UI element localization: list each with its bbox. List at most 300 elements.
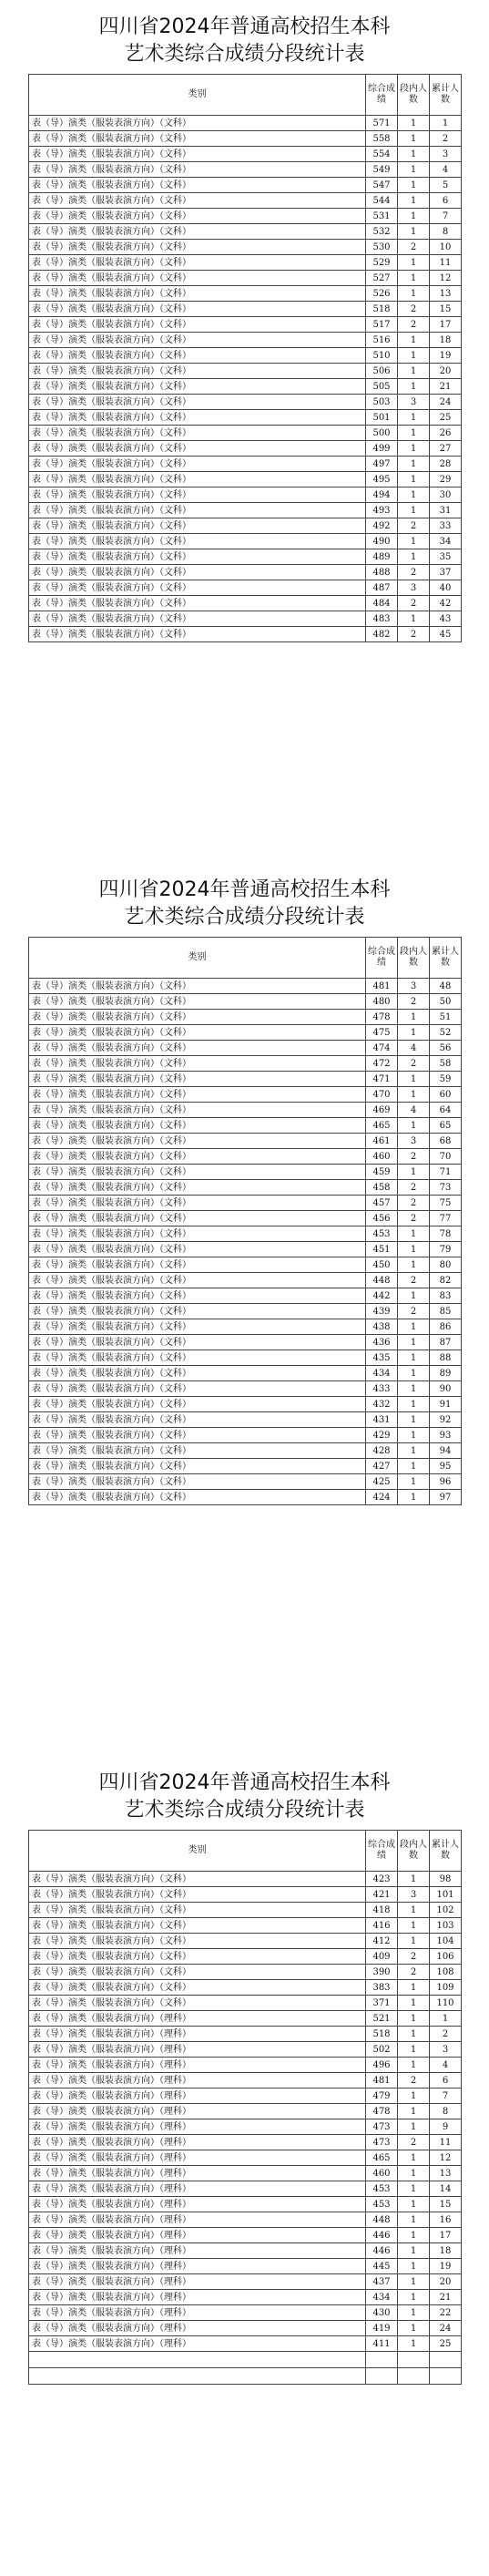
cell-score: 428 [366, 1443, 398, 1459]
cell-category: 表（导）演类（服装表演方向）（文科） [29, 534, 366, 549]
table-row [29, 2166, 462, 2181]
cell-category: 表（导）演类（服装表演方向）（文科） [29, 178, 366, 193]
table-row [29, 302, 462, 317]
cell-count: 1 [398, 1025, 430, 1041]
cell-cumulative: 17 [430, 317, 462, 333]
cell-count: 1 [398, 1319, 430, 1335]
cell-cumulative: 16 [430, 2212, 462, 2228]
table-row [29, 1257, 462, 1273]
table-row [29, 1072, 462, 1087]
cell-category: 表（导）演类（服装表演方向）（文科） [29, 1304, 366, 1319]
cell-category: 表（导）演类（服装表演方向）（文科） [29, 255, 366, 271]
table-row [29, 1459, 462, 1474]
table-row [29, 518, 462, 534]
table-row [29, 1412, 462, 1428]
table-row [29, 979, 462, 994]
cell-count: 1 [398, 2011, 430, 2027]
cell-count: 2 [398, 1149, 430, 1165]
cell-cumulative: 25 [430, 410, 462, 426]
table-row [29, 596, 462, 611]
table-row [29, 1087, 462, 1103]
cell-score: 434 [366, 2290, 398, 2305]
cell-score: 527 [366, 271, 398, 286]
table-row [29, 364, 462, 379]
cell-count: 1 [398, 549, 430, 565]
cell-score: 418 [366, 1903, 398, 1918]
cell-cumulative: 109 [430, 1980, 462, 1996]
cell-score: 503 [366, 395, 398, 410]
cell-count: 2 [398, 627, 430, 642]
cell-cumulative: 91 [430, 1397, 462, 1412]
cell-category: 表（导）演类（服装表演方向）（文科） [29, 317, 366, 333]
cell-cumulative: 19 [430, 348, 462, 364]
cell-count: 1 [398, 1934, 430, 1949]
cell-category: 表（导）演类（服装表演方向）（文科） [29, 503, 366, 518]
cell-cumulative: 50 [430, 994, 462, 1010]
table-row [29, 994, 462, 1010]
cell-cumulative: 4 [430, 162, 462, 178]
table-row [29, 410, 462, 426]
cell-cumulative: 3 [430, 2042, 462, 2058]
table-row [29, 1903, 462, 1918]
cell-score: 554 [366, 147, 398, 162]
table-row [29, 224, 462, 240]
cell-cumulative: 83 [430, 1288, 462, 1304]
cell-count: 2 [398, 596, 430, 611]
cell-score: 461 [366, 1134, 398, 1149]
cell-score: 479 [366, 2089, 398, 2104]
cell-score: 483 [366, 611, 398, 627]
table-row [29, 565, 462, 580]
cell-count: 1 [398, 2243, 430, 2259]
table-row [29, 2305, 462, 2321]
table-row [29, 2274, 462, 2290]
cell-count: 1 [398, 1381, 430, 1397]
cell-score: 501 [366, 410, 398, 426]
cell-score: 493 [366, 503, 398, 518]
table-row [29, 2104, 462, 2119]
cell-category: 表（导）演类（服装表演方向）（文科） [29, 302, 366, 317]
cell-cumulative: 21 [430, 379, 462, 395]
cell-count: 1 [398, 2089, 430, 2104]
cell-cumulative: 4 [430, 2058, 462, 2073]
cell-count: 1 [398, 2027, 430, 2042]
cell-category: 表（导）演类（服装表演方向）（理科） [29, 2089, 366, 2104]
cell-cumulative: 59 [430, 1072, 462, 1087]
cell-count: 4 [398, 1103, 430, 1118]
cell-cumulative: 35 [430, 549, 462, 565]
cell-cumulative: 31 [430, 503, 462, 518]
cell-count: 3 [398, 979, 430, 994]
cell-category: 表（导）演类（服装表演方向）（理科） [29, 2290, 366, 2305]
cell-category: 表（导）演类（服装表演方向）（理科） [29, 2119, 366, 2135]
cell-count: 2 [398, 1196, 430, 1211]
cell-category: 表（导）演类（服装表演方向）（文科） [29, 611, 366, 627]
cell-category: 表（导）演类（服装表演方向）（文科） [29, 224, 366, 240]
cell-category: 表（导）演类（服装表演方向）（理科） [29, 2321, 366, 2336]
table-row [29, 209, 462, 224]
table-row [29, 1397, 462, 1412]
cell-category: 表（导）演类（服装表演方向）（文科） [29, 240, 366, 255]
cell-category: 表（导）演类（服装表演方向）（文科） [29, 1918, 366, 1934]
cell-score: 549 [366, 162, 398, 178]
header-cumulative: 累计人数 [430, 938, 462, 979]
table-row [29, 1304, 462, 1319]
cell-count: 1 [398, 364, 430, 379]
cell-score: 390 [366, 1965, 398, 1980]
cell-count: 1 [398, 534, 430, 549]
cell-category: 表（导）演类（服装表演方向）（文科） [29, 596, 366, 611]
cell-category: 表（导）演类（服装表演方向）（理科） [29, 2259, 366, 2274]
cell-category: 表（导）演类（服装表演方向）（文科） [29, 1319, 366, 1335]
cell-score: 433 [366, 1381, 398, 1397]
cell-category: 表（导）演类（服装表演方向）（文科） [29, 1242, 366, 1257]
cell-score: 506 [366, 364, 398, 379]
cell-category: 表（导）演类（服装表演方向）（文科） [29, 1180, 366, 1196]
cell-score: 490 [366, 534, 398, 549]
cell-cumulative: 24 [430, 395, 462, 410]
cell-category: 表（导）演类（服装表演方向）（理科） [29, 2104, 366, 2119]
cell-category: 表（导）演类（服装表演方向）（理科） [29, 2150, 366, 2166]
cell-cumulative: 1 [430, 2011, 462, 2027]
cell-cumulative: 22 [430, 2305, 462, 2321]
cell-score: 432 [366, 1397, 398, 1412]
cell-cumulative: 7 [430, 2089, 462, 2104]
cell-cumulative: 78 [430, 1226, 462, 1242]
table-row [29, 2321, 462, 2336]
table-row [29, 2150, 462, 2166]
header-count: 段内人数 [398, 1831, 430, 1872]
cell-category: 表（导）演类（服装表演方向）（理科） [29, 2336, 366, 2352]
cell-score: 448 [366, 1273, 398, 1288]
cell-category: 表（导）演类（服装表演方向）（文科） [29, 364, 366, 379]
cell-score: 459 [366, 1165, 398, 1180]
table-row [29, 1165, 462, 1180]
cell-cumulative: 79 [430, 1242, 462, 1257]
empty-cell [366, 2368, 398, 2385]
table-row [29, 580, 462, 596]
cell-cumulative: 11 [430, 2135, 462, 2150]
title-line-1: 四川省2024年普通高校招生本科 [98, 1771, 391, 1794]
cell-category: 表（导）演类（服装表演方向）（文科） [29, 979, 366, 994]
table-row [29, 2197, 462, 2212]
header-score: 综合成绩 [366, 1831, 398, 1872]
score-table [28, 1830, 462, 2385]
cell-category: 表（导）演类（服装表演方向）（文科） [29, 1965, 366, 1980]
cell-cumulative: 87 [430, 1335, 462, 1350]
cell-category: 表（导）演类（服装表演方向）（文科） [29, 1165, 366, 1180]
cell-category: 表（导）演类（服装表演方向）（理科） [29, 2228, 366, 2243]
table-row [29, 1428, 462, 1443]
cell-count: 3 [398, 395, 430, 410]
cell-count: 2 [398, 1949, 430, 1965]
cell-score: 478 [366, 1010, 398, 1025]
cell-score: 458 [366, 1180, 398, 1196]
cell-score: 453 [366, 1226, 398, 1242]
page-title [28, 1770, 461, 1824]
table-row [29, 1443, 462, 1459]
table-row [29, 1288, 462, 1304]
empty-cell [366, 2352, 398, 2368]
cell-count: 1 [398, 1903, 430, 1918]
table-page-1 [28, 14, 461, 642]
cell-score: 424 [366, 1490, 398, 1505]
cell-cumulative: 64 [430, 1103, 462, 1118]
cell-score: 474 [366, 1041, 398, 1056]
cell-cumulative: 5 [430, 178, 462, 193]
table-row [29, 1134, 462, 1149]
cell-score: 439 [366, 1304, 398, 1319]
cell-count: 2 [398, 302, 430, 317]
cell-cumulative: 10 [430, 240, 462, 255]
cell-cumulative: 75 [430, 1196, 462, 1211]
title-line-2: 艺术类综合成绩分段统计表 [124, 43, 365, 66]
cell-count: 1 [398, 1087, 430, 1103]
cell-category: 表（导）演类（服装表演方向）（文科） [29, 348, 366, 364]
cell-cumulative: 70 [430, 1149, 462, 1165]
cell-score: 495 [366, 472, 398, 487]
title-line-2: 艺术类综合成绩分段统计表 [124, 906, 365, 929]
cell-category: 表（导）演类（服装表演方向）（文科） [29, 1412, 366, 1428]
cell-cumulative: 73 [430, 1180, 462, 1196]
table-row [29, 193, 462, 209]
cell-cumulative: 43 [430, 611, 462, 627]
cell-score: 530 [366, 240, 398, 255]
cell-category: 表（导）演类（服装表演方向）（文科） [29, 549, 366, 565]
cell-count: 1 [398, 1474, 430, 1490]
table-row [29, 2011, 462, 2027]
cell-category: 表（导）演类（服装表演方向）（文科） [29, 116, 366, 131]
cell-score: 517 [366, 317, 398, 333]
cell-count: 2 [398, 1211, 430, 1226]
header-row [29, 75, 462, 116]
cell-count: 1 [398, 472, 430, 487]
cell-category: 表（导）演类（服装表演方向）（文科） [29, 1025, 366, 1041]
cell-category: 表（导）演类（服装表演方向）（文科） [29, 1072, 366, 1087]
table-row [29, 549, 462, 565]
cell-cumulative: 65 [430, 1118, 462, 1134]
table-row [29, 1335, 462, 1350]
table-row [29, 1010, 462, 1025]
empty-cell [398, 2368, 430, 2385]
cell-score: 423 [366, 1872, 398, 1887]
table-row [29, 147, 462, 162]
cell-category: 表（导）演类（服装表演方向）（文科） [29, 580, 366, 596]
header-score: 综合成绩 [366, 938, 398, 979]
cell-cumulative: 42 [430, 596, 462, 611]
cell-score: 450 [366, 1257, 398, 1273]
cell-category: 表（导）演类（服装表演方向）（文科） [29, 162, 366, 178]
cell-score: 472 [366, 1056, 398, 1072]
cell-count: 1 [398, 2104, 430, 2119]
cell-category: 表（导）演类（服装表演方向）（文科） [29, 1226, 366, 1242]
cell-cumulative: 58 [430, 1056, 462, 1072]
table-row [29, 255, 462, 271]
table-row [29, 1041, 462, 1056]
table-page-2 [28, 877, 461, 1505]
cell-count: 2 [398, 240, 430, 255]
cell-category: 表（导）演类（服装表演方向）（文科） [29, 1196, 366, 1211]
cell-cumulative: 98 [430, 1872, 462, 1887]
cell-category: 表（导）演类（服装表演方向）（文科） [29, 1490, 366, 1505]
cell-cumulative: 2 [430, 2027, 462, 2042]
cell-count: 1 [398, 1010, 430, 1025]
cell-category: 表（导）演类（服装表演方向）（理科） [29, 2042, 366, 2058]
table-row [29, 286, 462, 302]
table-row [29, 627, 462, 642]
cell-count: 1 [398, 209, 430, 224]
table-row [29, 131, 462, 147]
cell-cumulative: 45 [430, 627, 462, 642]
cell-category: 表（导）演类（服装表演方向）（文科） [29, 487, 366, 503]
header-category: 类别 [29, 75, 366, 116]
cell-category: 表（导）演类（服装表演方向）（文科） [29, 286, 366, 302]
cell-category: 表（导）演类（服装表演方向）（理科） [29, 2166, 366, 2181]
cell-count: 1 [398, 2166, 430, 2181]
cell-count: 2 [398, 1273, 430, 1288]
cell-count: 2 [398, 1965, 430, 1980]
cell-score: 456 [366, 1211, 398, 1226]
cell-category: 表（导）演类（服装表演方向）（文科） [29, 410, 366, 426]
cell-count: 1 [398, 2305, 430, 2321]
cell-count: 1 [398, 1996, 430, 2011]
cell-cumulative: 2 [430, 131, 462, 147]
cell-cumulative: 37 [430, 565, 462, 580]
cell-category: 表（导）演类（服装表演方向）（理科） [29, 2305, 366, 2321]
cell-cumulative: 15 [430, 2197, 462, 2212]
cell-score: 409 [366, 1949, 398, 1965]
cell-cumulative: 92 [430, 1412, 462, 1428]
cell-score: 470 [366, 1087, 398, 1103]
cell-cumulative: 48 [430, 979, 462, 994]
cell-cumulative: 94 [430, 1443, 462, 1459]
cell-count: 1 [398, 2197, 430, 2212]
cell-category: 表（导）演类（服装表演方向）（文科） [29, 1087, 366, 1103]
cell-count: 1 [398, 2321, 430, 2336]
cell-count: 2 [398, 2073, 430, 2089]
cell-count: 1 [398, 1165, 430, 1180]
cell-count: 1 [398, 2274, 430, 2290]
cell-category: 表（导）演类（服装表演方向）（理科） [29, 2027, 366, 2042]
cell-score: 526 [366, 286, 398, 302]
cell-count: 1 [398, 1288, 430, 1304]
cell-count: 1 [398, 2181, 430, 2197]
score-table [28, 74, 462, 642]
cell-score: 571 [366, 116, 398, 131]
table-row [29, 2336, 462, 2352]
cell-cumulative: 13 [430, 286, 462, 302]
table-row [29, 1490, 462, 1505]
cell-cumulative: 13 [430, 2166, 462, 2181]
cell-cumulative: 77 [430, 1211, 462, 1226]
cell-count: 1 [398, 1443, 430, 1459]
cell-count: 1 [398, 426, 430, 441]
cell-count: 3 [398, 580, 430, 596]
cell-score: 502 [366, 2042, 398, 2058]
cell-count: 1 [398, 271, 430, 286]
cell-count: 1 [398, 2228, 430, 2243]
header-row [29, 1831, 462, 1872]
cell-cumulative: 8 [430, 2104, 462, 2119]
cell-count: 1 [398, 1242, 430, 1257]
cell-category: 表（导）演类（服装表演方向）（文科） [29, 1211, 366, 1226]
cell-count: 1 [398, 224, 430, 240]
cell-category: 表（导）演类（服装表演方向）（文科） [29, 1381, 366, 1397]
cell-score: 499 [366, 441, 398, 457]
cell-count: 1 [398, 178, 430, 193]
table-row [29, 1474, 462, 1490]
table-row [29, 2073, 462, 2089]
cell-cumulative: 6 [430, 193, 462, 209]
cell-score: 529 [366, 255, 398, 271]
cell-score: 492 [366, 518, 398, 534]
cell-category: 表（导）演类（服装表演方向）（文科） [29, 1335, 366, 1350]
table-row [29, 1025, 462, 1041]
page-title [28, 877, 461, 931]
cell-score: 437 [366, 2274, 398, 2290]
cell-cumulative: 18 [430, 2243, 462, 2259]
cell-count: 1 [398, 193, 430, 209]
table-row [29, 2058, 462, 2073]
table-row [29, 503, 462, 518]
cell-score: 482 [366, 627, 398, 642]
cell-cumulative: 7 [430, 209, 462, 224]
table-row [29, 1103, 462, 1118]
cell-count: 1 [398, 1872, 430, 1887]
table-row [29, 1366, 462, 1381]
cell-cumulative: 82 [430, 1273, 462, 1288]
table-row [29, 1996, 462, 2011]
cell-score: 383 [366, 1980, 398, 1996]
cell-count: 1 [398, 441, 430, 457]
cell-cumulative: 19 [430, 2259, 462, 2274]
cell-count: 1 [398, 1335, 430, 1350]
table-row [29, 333, 462, 348]
cell-score: 481 [366, 979, 398, 994]
table-row [29, 441, 462, 457]
cell-score: 431 [366, 1412, 398, 1428]
cell-score: 451 [366, 1242, 398, 1257]
cell-cumulative: 8 [430, 224, 462, 240]
table-row [29, 1118, 462, 1134]
cell-score: 473 [366, 2119, 398, 2135]
table-row [29, 534, 462, 549]
cell-cumulative: 30 [430, 487, 462, 503]
cell-category: 表（导）演类（服装表演方向）（文科） [29, 1474, 366, 1490]
cell-category: 表（导）演类（服装表演方向）（文科） [29, 1903, 366, 1918]
cell-cumulative: 3 [430, 147, 462, 162]
empty-cell [29, 2352, 366, 2368]
cell-category: 表（导）演类（服装表演方向）（文科） [29, 1980, 366, 1996]
page-title [28, 14, 461, 68]
cell-category: 表（导）演类（服装表演方向）（文科） [29, 1949, 366, 1965]
cell-cumulative: 86 [430, 1319, 462, 1335]
cell-score: 510 [366, 348, 398, 364]
cell-category: 表（导）演类（服装表演方向）（文科） [29, 426, 366, 441]
table-row [29, 162, 462, 178]
cell-count: 2 [398, 1056, 430, 1072]
table-row [29, 1980, 462, 1996]
cell-cumulative: 6 [430, 2073, 462, 2089]
cell-score: 448 [366, 2212, 398, 2228]
cell-score: 430 [366, 2305, 398, 2321]
cell-score: 436 [366, 1335, 398, 1350]
cell-cumulative: 17 [430, 2228, 462, 2243]
cell-score: 435 [366, 1350, 398, 1366]
cell-count: 1 [398, 116, 430, 131]
cell-category: 表（导）演类（服装表演方向）（文科） [29, 271, 366, 286]
table-row [29, 426, 462, 441]
